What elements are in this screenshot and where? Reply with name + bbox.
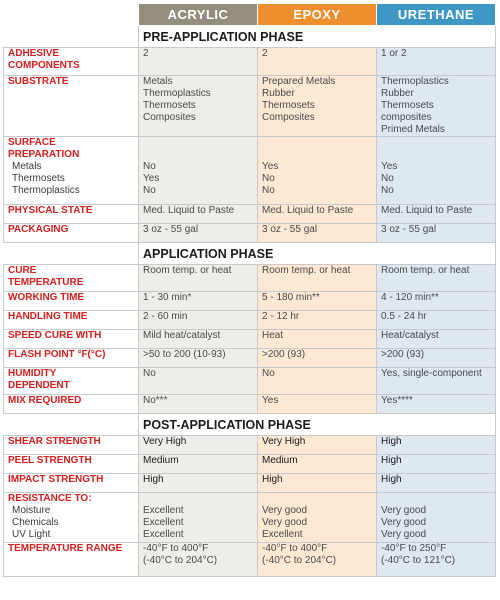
- row-sublabel: Metals: [12, 161, 42, 172]
- cell-urethane: [377, 493, 496, 543]
- cell-acrylic: [139, 493, 258, 543]
- row-label-line: SPEED CURE WITH: [8, 330, 102, 341]
- cell-urethane: [377, 436, 496, 455]
- row-label: [4, 455, 139, 474]
- cell-value: 3 oz - 55 gal: [262, 224, 318, 235]
- cell-value: Thermosets: [381, 100, 434, 111]
- row-label: [4, 543, 139, 577]
- cell-value: Med. Liquid to Paste: [143, 205, 235, 216]
- row-label: [4, 265, 139, 292]
- cell-value: 2: [262, 48, 268, 59]
- cell-epoxy: [258, 265, 377, 292]
- row-sublabel: Moisture: [12, 505, 51, 516]
- row-label: [4, 474, 139, 493]
- cell-value: Primed Metals: [381, 124, 445, 135]
- table-row: [4, 493, 496, 543]
- cell-value: Excellent: [262, 529, 303, 540]
- cell-value: High: [262, 474, 283, 485]
- cell-value: Yes****: [381, 395, 413, 406]
- cell-value: Very good: [262, 505, 308, 516]
- cell-urethane: [377, 224, 496, 243]
- cell-value: Very good: [381, 505, 427, 516]
- row-label-line: SHEAR STRENGTH: [8, 436, 101, 447]
- phase-row: [4, 243, 496, 265]
- table-row: [4, 292, 496, 311]
- table-row: [4, 395, 496, 414]
- cell-value: >50 to 200 (10-93): [143, 349, 226, 360]
- cell-epoxy: [258, 368, 377, 395]
- column-header-urethane: URETHANE: [377, 4, 496, 26]
- table-row: [4, 474, 496, 493]
- table-body: [4, 4, 496, 577]
- cell-value: High: [381, 455, 402, 466]
- cell-value: Excellent: [143, 517, 184, 528]
- header-corner: [4, 4, 139, 26]
- row-label-line: MIX REQUIRED: [8, 395, 82, 406]
- cell-spacer: [262, 137, 372, 149]
- column-header-acrylic: ACRYLIC: [139, 4, 258, 26]
- cell-value: Yes: [262, 395, 279, 406]
- row-label: [4, 224, 139, 243]
- cell-value: Yes: [262, 161, 279, 172]
- row-label: [4, 395, 139, 414]
- adhesive-comparison-table: [3, 3, 496, 577]
- cell-urethane: [377, 265, 496, 292]
- cell-epoxy: [258, 48, 377, 76]
- cell-value: Med. Liquid to Paste: [262, 205, 354, 216]
- cell-value: 4 - 120 min**: [381, 292, 439, 303]
- cell-value: Thermoplastics: [381, 76, 449, 87]
- cell-epoxy: [258, 455, 377, 474]
- cell-spacer: [143, 493, 253, 505]
- cell-value: -40°F to 250°F: [381, 543, 447, 554]
- cell-value: Rubber: [381, 88, 414, 99]
- row-label-line: DEPENDENT: [8, 380, 70, 391]
- table-row: [4, 137, 496, 205]
- cell-value: >200 (93): [262, 349, 306, 360]
- cell-value: 0.5 - 24 hr: [381, 311, 427, 322]
- table-row: [4, 330, 496, 349]
- row-label: [4, 436, 139, 455]
- cell-epoxy: [258, 76, 377, 137]
- row-label: [4, 292, 139, 311]
- row-label: [4, 330, 139, 349]
- cell-value: Medium: [262, 455, 298, 466]
- cell-epoxy: [258, 292, 377, 311]
- cell-urethane: [377, 311, 496, 330]
- row-label-line: HANDLING TIME: [8, 311, 88, 322]
- cell-urethane: [377, 474, 496, 493]
- cell-value: Very High: [262, 436, 306, 447]
- cell-value: No: [262, 173, 275, 184]
- cell-epoxy: [258, 205, 377, 224]
- cell-epoxy: [258, 330, 377, 349]
- cell-epoxy: [258, 311, 377, 330]
- cell-value: Excellent: [143, 505, 184, 516]
- cell-value: 2 - 60 min: [143, 311, 188, 322]
- cell-value: (-40°C to 204°C): [262, 555, 337, 566]
- cell-spacer: [143, 137, 253, 149]
- row-sublabel: Thermosets: [12, 173, 65, 184]
- cell-spacer: [381, 137, 491, 149]
- row-sublabel: Thermoplastics: [12, 185, 80, 196]
- row-label: [4, 493, 139, 543]
- cell-value: 1 or 2: [381, 48, 407, 59]
- row-sublabel: UV Light: [12, 529, 51, 540]
- table-row: [4, 224, 496, 243]
- cell-value: No: [262, 185, 275, 196]
- cell-epoxy: [258, 493, 377, 543]
- cell-value: Composites: [262, 112, 315, 123]
- table-row: [4, 455, 496, 474]
- table-row: [4, 311, 496, 330]
- cell-acrylic: [139, 224, 258, 243]
- cell-urethane: [377, 76, 496, 137]
- cell-value: Room temp. or heat: [143, 265, 232, 276]
- row-label-line: PHYSICAL STATE: [8, 205, 93, 216]
- cell-value: Yes: [381, 161, 398, 172]
- cell-urethane: [377, 292, 496, 311]
- cell-value: Room temp. or heat: [262, 265, 351, 276]
- cell-acrylic: [139, 311, 258, 330]
- cell-value: No: [262, 368, 275, 379]
- cell-acrylic: [139, 543, 258, 577]
- cell-urethane: [377, 137, 496, 205]
- table-row: [4, 48, 496, 76]
- row-label: [4, 48, 139, 76]
- cell-value: (-40°C to 121°C): [381, 555, 456, 566]
- cell-value: Heat/catalyst: [381, 330, 439, 341]
- row-label-line: IMPACT STRENGTH: [8, 474, 104, 485]
- cell-value: Med. Liquid to Paste: [381, 205, 473, 216]
- table-row: [4, 436, 496, 455]
- cell-value: >200 (93): [381, 349, 425, 360]
- cell-spacer: [381, 149, 491, 161]
- cell-urethane: [377, 368, 496, 395]
- cell-acrylic: [139, 330, 258, 349]
- cell-value: Rubber: [262, 88, 295, 99]
- cell-value: 2 - 12 hr: [262, 311, 300, 322]
- phase-title: APPLICATION PHASE: [139, 243, 496, 265]
- row-label-line: FLASH POINT °F(°C): [8, 349, 106, 360]
- cell-value: -40°F to 400°F: [143, 543, 209, 554]
- row-label: [4, 137, 139, 205]
- cell-value: Very good: [381, 517, 427, 528]
- cell-epoxy: [258, 436, 377, 455]
- cell-epoxy: [258, 395, 377, 414]
- cell-epoxy: [258, 349, 377, 368]
- cell-value: Very High: [143, 436, 187, 447]
- row-label-line: WORKING TIME: [8, 292, 85, 303]
- cell-value: Mild heat/catalyst: [143, 330, 221, 341]
- cell-value: Yes, single-component: [381, 368, 482, 379]
- cell-acrylic: [139, 436, 258, 455]
- cell-value: Prepared Metals: [262, 76, 336, 87]
- row-label-line: COMPONENTS: [8, 60, 80, 71]
- cell-urethane: [377, 543, 496, 577]
- row-label: [4, 368, 139, 395]
- cell-epoxy: [258, 137, 377, 205]
- table-row: [4, 368, 496, 395]
- row-label-line: PEEL STRENGTH: [8, 455, 92, 466]
- row-label-line: ADHESIVE: [8, 48, 60, 59]
- row-label-line: HUMIDITY: [8, 368, 57, 379]
- phase-spacer: [4, 243, 139, 265]
- column-header-row: [4, 4, 496, 26]
- cell-value: No: [143, 161, 156, 172]
- cell-spacer: [262, 493, 372, 505]
- cell-value: Medium: [143, 455, 179, 466]
- cell-value: High: [143, 474, 164, 485]
- cell-value: 3 oz - 55 gal: [143, 224, 199, 235]
- row-label-line: CURE: [8, 265, 37, 276]
- cell-value: No: [143, 368, 156, 379]
- cell-value: 1 - 30 min*: [143, 292, 192, 303]
- phase-spacer: [4, 26, 139, 48]
- row-label-line: TEMPERATURE RANGE: [8, 543, 123, 554]
- cell-value: High: [381, 436, 402, 447]
- cell-value: Thermoplastics: [143, 88, 211, 99]
- cell-acrylic: [139, 455, 258, 474]
- row-label: [4, 76, 139, 137]
- cell-acrylic: [139, 368, 258, 395]
- row-label: [4, 311, 139, 330]
- cell-value: No: [143, 185, 156, 196]
- cell-value: No***: [143, 395, 168, 406]
- row-label-line: SURFACE: [8, 137, 56, 148]
- cell-value: (-40°C to 204°C): [143, 555, 218, 566]
- cell-value: -40°F to 400°F: [262, 543, 328, 554]
- cell-value: 5 - 180 min**: [262, 292, 320, 303]
- cell-urethane: [377, 395, 496, 414]
- cell-acrylic: [139, 349, 258, 368]
- cell-value: No: [381, 173, 394, 184]
- cell-spacer: [381, 493, 491, 505]
- row-label-line: TEMPERATURE: [8, 277, 84, 288]
- column-header-epoxy: EPOXY: [258, 4, 377, 26]
- cell-acrylic: [139, 395, 258, 414]
- phase-row: [4, 26, 496, 48]
- cell-value: Very good: [381, 529, 427, 540]
- cell-value: Thermosets: [143, 100, 196, 111]
- row-sublabel: Chemicals: [12, 517, 59, 528]
- cell-value: 2: [143, 48, 149, 59]
- cell-urethane: [377, 330, 496, 349]
- row-label: [4, 349, 139, 368]
- cell-urethane: [377, 48, 496, 76]
- row-label-line: PREPARATION: [8, 149, 80, 160]
- cell-value: Yes: [143, 173, 160, 184]
- cell-spacer: [262, 149, 372, 161]
- table-row: [4, 349, 496, 368]
- cell-acrylic: [139, 137, 258, 205]
- cell-value: Room temp. or heat: [381, 265, 470, 276]
- row-label-line: RESISTANCE TO:: [8, 493, 92, 504]
- table-row: [4, 205, 496, 224]
- phase-row: [4, 414, 496, 436]
- cell-urethane: [377, 455, 496, 474]
- row-label: [4, 205, 139, 224]
- row-label-line: PACKAGING: [8, 224, 69, 235]
- cell-acrylic: [139, 205, 258, 224]
- cell-acrylic: [139, 48, 258, 76]
- cell-acrylic: [139, 76, 258, 137]
- cell-value: 3 oz - 55 gal: [381, 224, 437, 235]
- cell-value: Thermosets: [262, 100, 315, 111]
- cell-value: High: [381, 474, 402, 485]
- cell-epoxy: [258, 474, 377, 493]
- cell-urethane: [377, 205, 496, 224]
- cell-acrylic: [139, 474, 258, 493]
- cell-value: Metals: [143, 76, 173, 87]
- cell-value: No: [381, 185, 394, 196]
- cell-epoxy: [258, 543, 377, 577]
- cell-urethane: [377, 349, 496, 368]
- cell-spacer: [143, 149, 253, 161]
- phase-title: POST-APPLICATION PHASE: [139, 414, 496, 436]
- phase-title: PRE-APPLICATION PHASE: [139, 26, 496, 48]
- cell-value: Very good: [262, 517, 308, 528]
- cell-value: Excellent: [143, 529, 184, 540]
- cell-value: Heat: [262, 330, 284, 341]
- row-label-line: SUBSTRATE: [8, 76, 69, 87]
- cell-epoxy: [258, 224, 377, 243]
- table-row: [4, 265, 496, 292]
- cell-acrylic: [139, 292, 258, 311]
- phase-spacer: [4, 414, 139, 436]
- cell-value: composites: [381, 112, 432, 123]
- cell-acrylic: [139, 265, 258, 292]
- table-row: [4, 76, 496, 137]
- table-row: [4, 543, 496, 577]
- cell-value: Composites: [143, 112, 196, 123]
